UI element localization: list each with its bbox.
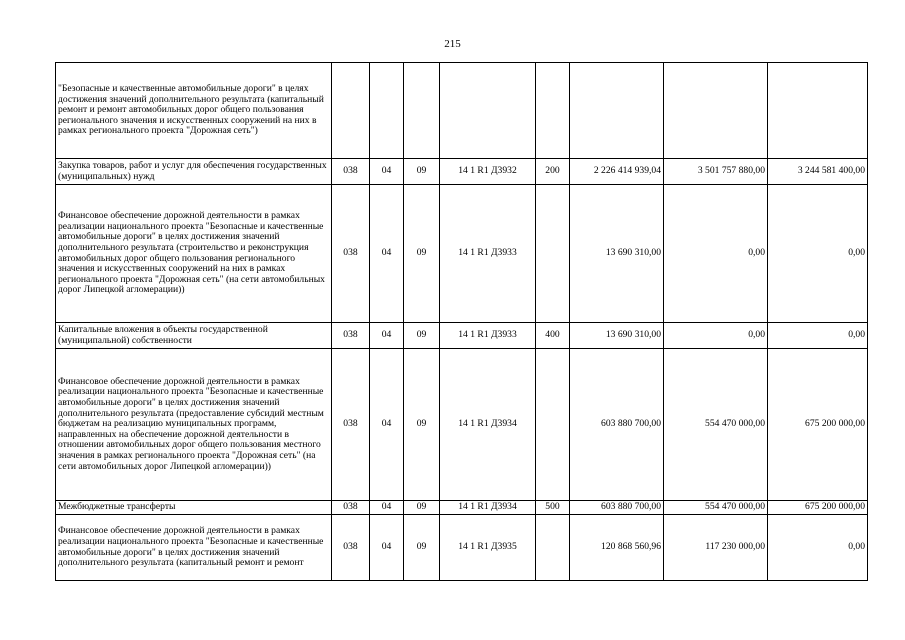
amount-year-1: 13 690 310,00 — [570, 323, 664, 349]
expense-type — [536, 63, 570, 159]
subsection-code: 09 — [404, 349, 440, 501]
amount-year-3: 0,00 — [768, 515, 868, 581]
amount-year-1 — [570, 63, 664, 159]
subsection-code: 09 — [404, 159, 440, 185]
amount-year-2: 3 501 757 880,00 — [664, 159, 768, 185]
section-code: 04 — [370, 501, 404, 515]
ministry-code: 038 — [332, 323, 370, 349]
subsection-code: 09 — [404, 323, 440, 349]
amount-year-3 — [768, 63, 868, 159]
amount-year-1: 603 880 700,00 — [570, 349, 664, 501]
row-name: Финансовое обеспечение дорожной деятельности в рамках реализации национального проекта "Безопасные и качественные автомобильные дороги" в целях достижения значений дополнительного результата (строительство и реконструкция автомобильных дорог общего пользования регионального значения и искусственных сооружений на них в рамках регионального проекта "Дорожная сеть" (на сети автомобильных дорог Липецкой агломерации)) — [56, 185, 332, 323]
table-row — [56, 323, 868, 349]
target-article: 14 1 R1 Д3934 — [440, 501, 536, 515]
amount-year-2: 554 470 000,00 — [664, 501, 768, 515]
row-name: "Безопасные и качественные автомобильные дороги" в целях достижения значений дополнительного результата (капитальный ремонт и ремонт автомобильных дорог общего пользования регионального значения и искусственных сооружений на них в рамках регионального проекта "Дорожная сеть") — [56, 63, 332, 159]
subsection-code: 09 — [404, 501, 440, 515]
target-article: 14 1 R1 Д3934 — [440, 349, 536, 501]
amount-year-3: 675 200 000,00 — [768, 349, 868, 501]
table-row — [56, 349, 868, 501]
amount-year-2 — [664, 63, 768, 159]
table-row — [56, 63, 868, 159]
amount-year-1: 603 880 700,00 — [570, 501, 664, 515]
ministry-code: 038 — [332, 349, 370, 501]
amount-year-3: 3 244 581 400,00 — [768, 159, 868, 185]
target-article: 14 1 R1 Д3935 — [440, 515, 536, 581]
ministry-code: 038 — [332, 159, 370, 185]
expense-type: 400 — [536, 323, 570, 349]
ministry-code: 038 — [332, 185, 370, 323]
ministry-code — [332, 63, 370, 159]
row-name: Финансовое обеспечение дорожной деятельности в рамках реализации национального проекта "Безопасные и качественные автомобильные дороги" в целях достижения значений дополнительного результата (капитальный ремонт и ремонт — [56, 515, 332, 581]
section-code: 04 — [370, 185, 404, 323]
amount-year-1: 2 226 414 939,04 — [570, 159, 664, 185]
amount-year-1: 13 690 310,00 — [570, 185, 664, 323]
target-article — [440, 63, 536, 159]
row-name: Закупка товаров, работ и услуг для обеспечения государственных (муниципальных) нужд — [56, 159, 332, 185]
subsection-code — [404, 63, 440, 159]
target-article: 14 1 R1 Д3933 — [440, 323, 536, 349]
target-article: 14 1 R1 Д3932 — [440, 159, 536, 185]
section-code: 04 — [370, 349, 404, 501]
table-row — [56, 515, 868, 581]
ministry-code: 038 — [332, 501, 370, 515]
page-number: 215 — [444, 38, 461, 50]
row-name: Межбюджетные трансферты — [56, 501, 332, 515]
row-name: Финансовое обеспечение дорожной деятельности в рамках реализации национального проекта "Безопасные и качественные автомобильные дороги" в целях достижения значений дополнительного результата (предоставление субсидий местным бюджетам на реализацию муниципальных программ, направленных на обеспечение дорожной деятельности в отношении автомобильных дорог общего пользования местного значения в рамках регионального проекта "Дорожная сеть" (на сети автомобильных дорог Липецкой агломерации)) — [56, 349, 332, 501]
amount-year-1: 120 868 560,96 — [570, 515, 664, 581]
section-code: 04 — [370, 159, 404, 185]
expense-type — [536, 349, 570, 501]
section-code — [370, 63, 404, 159]
amount-year-2: 0,00 — [664, 185, 768, 323]
amount-year-2: 117 230 000,00 — [664, 515, 768, 581]
table-row — [56, 185, 868, 323]
section-code: 04 — [370, 323, 404, 349]
table-row — [56, 159, 868, 185]
budget-table — [55, 62, 868, 581]
amount-year-3: 0,00 — [768, 323, 868, 349]
target-article: 14 1 R1 Д3933 — [440, 185, 536, 323]
expense-type — [536, 185, 570, 323]
expense-type — [536, 515, 570, 581]
ministry-code: 038 — [332, 515, 370, 581]
amount-year-3: 0,00 — [768, 185, 868, 323]
table-row — [56, 501, 868, 515]
expense-type: 200 — [536, 159, 570, 185]
expense-type: 500 — [536, 501, 570, 515]
subsection-code: 09 — [404, 515, 440, 581]
section-code: 04 — [370, 515, 404, 581]
subsection-code: 09 — [404, 185, 440, 323]
amount-year-2: 554 470 000,00 — [664, 349, 768, 501]
row-name: Капитальные вложения в объекты государственной (муниципальной) собственности — [56, 323, 332, 349]
amount-year-2: 0,00 — [664, 323, 768, 349]
amount-year-3: 675 200 000,00 — [768, 501, 868, 515]
